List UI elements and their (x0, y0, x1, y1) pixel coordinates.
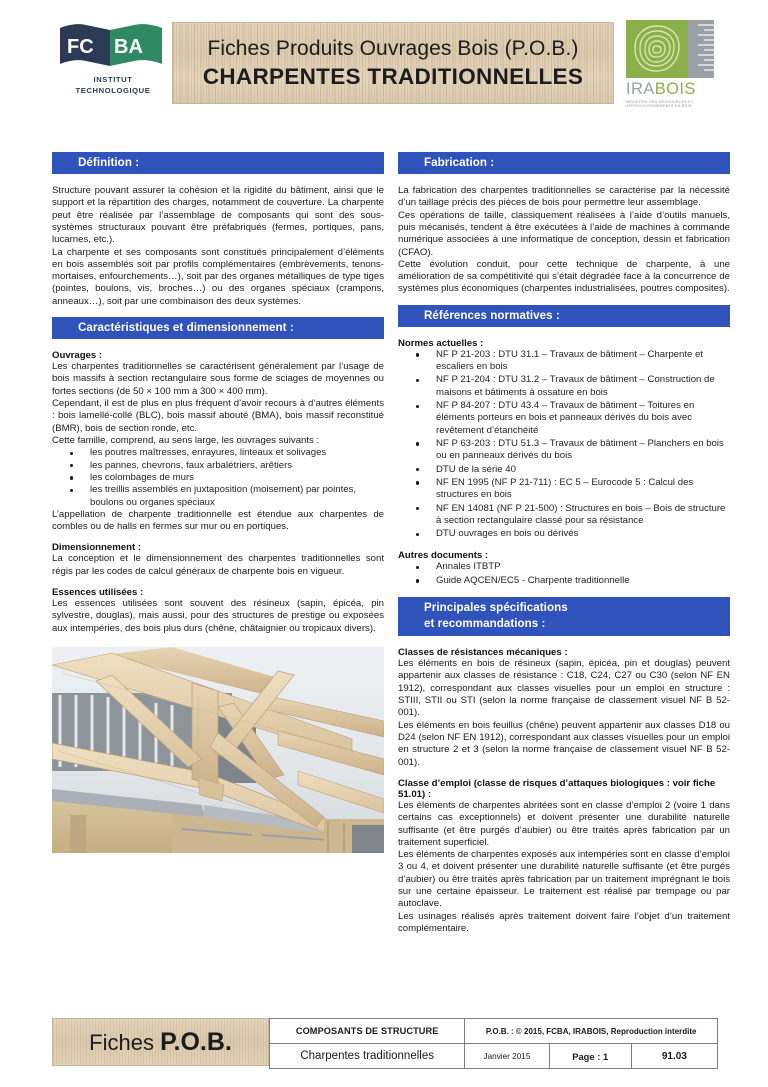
irabois-tree-rings-icon (626, 20, 714, 78)
footer-brand-plate (52, 1018, 269, 1066)
specifications-heading-line1: Principales spécifications (424, 601, 568, 615)
spacer (52, 308, 384, 317)
ouvrages-paragraph-3: Cette famille, comprend, au sens large, les ouvrages suivants : (52, 434, 320, 446)
footer-brand-text (89, 1028, 232, 1057)
ouvrages-paragraph-1: Les charpentes traditionnelles se caractérisent généralement par l’usage de bois massifs à section rectangulaire sous forme de sciages de moyennes ou fortes sections (de 50 × 100 mm à 300 × 400 mm). (52, 361, 384, 397)
footer-brand-prefix: Fiches (89, 1029, 161, 1055)
list-item: NF EN 1995 (NF P 21-711) : EC 5 – Eurocode 5 : Calcul des structures en bois (398, 477, 730, 502)
section-header-definition: Définition : (52, 152, 384, 174)
essences-label: Essences utilisées : (52, 587, 144, 599)
classes-resistances-label: Classes de résistances mécaniques : (398, 647, 568, 659)
spacer (398, 769, 730, 778)
irabois-word-part2: BOIS (654, 80, 696, 98)
list-item: NF P 21-203 : DTU 31.1 – Travaux de bâtiment – Charpente et escaliers en bois (398, 349, 730, 374)
definition-paragraph-2: La charpente et ses composants sont constitués principalement d’éléments en bois assemblés soit par profils complémentaires (embrèvements, tenons-mortaises, enfourchements…), soit par des organes métalliques de type tiges (pointes, boulons, vis, broches…) ou des organes spéciaux (crampons, anneaux…), soit par une combinaison des deux systèmes. (52, 246, 384, 307)
fcba-subtitle-line1: INSTITUT (93, 75, 133, 84)
footer-table (269, 1018, 718, 1069)
ouvrages-paragraph-4: L’appellation de charpente traditionnelle est étendue aux charpentes de combles ou de halls en fermes sur mur ou en portiques. (52, 508, 384, 533)
specifications-heading-line2: et recommandations : (424, 617, 546, 631)
footer-cell-copyright: P.O.B. : © 2015, FCBA, IRABOIS, Reproduction interdite (465, 1019, 718, 1044)
fabrication-paragraph-3: Cette évolution conduit, pour cette technique de charpente, à une amélioration de sa compétitivité qui s’était dégradée face à la concurrence de systèmes plus économiques (charpentes industrialisées, poutres composites). (398, 258, 730, 295)
irabois-logo (626, 20, 718, 108)
list-item: NF P 63-203 : DTU 51.3 – Travaux de bâtiment – Planchers en bois ou en panneaux dérivés du bois (398, 438, 730, 463)
page-header (0, 0, 768, 120)
svg-text:FC: FC (67, 36, 94, 58)
fcba-subtitle-line2: TECHNOLOGIQUE (75, 86, 151, 95)
list-item: les poutres maîtresses, enrayures, linteaux et solivages (52, 447, 384, 459)
left-column (52, 152, 384, 853)
list-item: Annales ITBTP (398, 561, 730, 573)
definition-paragraph-1: Structure pouvant assurer la cohésion et la rigidité du bâtiment, ainsi que le support et la répartition des charges, notamment de couverture. La charpente peut être réalisée par l’assemblage de composants qui sont des sous-systèmes structuraux pouvant être préfabriqués (fermes, portiques, pans, lucarnes, etc.). (52, 184, 384, 246)
classe-emploi-label: Classe d’emploi (classe de risques d’attaques biologiques : voir fiche 51.01) : (398, 777, 716, 800)
section-header-references: Références normatives : (398, 305, 730, 327)
section-header-specifications (398, 597, 730, 636)
list-item: NF EN 14081 (NF P 21-500) : Structures en bois – Bois de structure à section rectangulaire classé pour sa résistance (398, 503, 730, 528)
autres-documents-label: Autres documents : (398, 550, 489, 562)
footer-cell-date: Janvier 2015 (465, 1044, 549, 1069)
spacer (398, 296, 730, 305)
list-item: DTU ouvrages en bois ou dérivés (398, 528, 730, 540)
normes-list (398, 349, 730, 541)
fcba-subtitle (56, 74, 170, 96)
essences-text: Les essences utilisées sont souvent des résineux (sapin, épicéa, pin sylvestre, douglas), mais aussi, pour des structures de prestige ou exposées aux intempéries, des bois plus durs (chêne, châtaignier ou tropicaux divers). (52, 598, 384, 634)
page-title-secondary: CHARPENTES TRADITIONNELLES (202, 63, 584, 89)
emploi-paragraph-2: Les éléments de charpentes exposés aux intempéries sont en classe d’emploi 3 ou 4, et doivent présenter une durabilité naturelle suffisante (et être purgés d’aubier) ou être traités après fabrication par un traitement imprégnant le bois sur une certaine épaisseur. Le traitement est réalisé par trempage ou par autoclave. (398, 849, 730, 910)
list-item: Guide AQCEN/EC5 - Charpente traditionnelle (398, 575, 730, 587)
right-column (398, 152, 730, 935)
ouvrages-list (52, 447, 384, 509)
table-row (270, 1044, 718, 1069)
classes-paragraph-1: Les éléments en bois de résineux (sapin, épicéa, pin et douglas) peuvent appartenir aux classes de résistance : C18, C24, C27 ou C30 (selon NF EN 1912), correspondant aux classes visuelles pour un emploi en structure : STIII, STII ou STI (selon la norme française de classement visuel NF B 52-001). (398, 658, 730, 719)
irabois-wordmark (626, 81, 718, 98)
list-item: les treillis assemblés en juxtaposition (moisement) par pointes, boulons ou organes spéciaux (52, 484, 384, 509)
spacer (398, 541, 730, 550)
emploi-paragraph-1: Les éléments de charpentes abritées sont en classe d’emploi 2 (voire 1 dans certains cas exceptionnels) et doivent présenter une durabilité naturelle suffisante (et être purgés d’aubier) ou être traités après fabrication par un traitement superficiel. (398, 799, 730, 848)
title-plate (172, 22, 614, 104)
spacer (52, 533, 384, 542)
page-title-primary: Fiches Produits Ouvrages Bois (P.O.B.) (207, 36, 579, 60)
table-row (270, 1019, 718, 1044)
fabrication-paragraph-1: La fabrication des charpentes traditionnelles se caractérise par la nécessité d’un taillage précis des pièces de bois pour permettre leur assemblage. (398, 184, 730, 209)
page-footer (52, 1018, 718, 1066)
footer-cell-reference: 91.03 (631, 1044, 717, 1069)
section-header-fabrication: Fabrication : (398, 152, 730, 174)
irabois-tagline: INDUSTRIE DES RESSOURCES ET APPROVISIONNEMENTS EN BOIS (626, 99, 694, 108)
fcba-logo (56, 22, 170, 96)
normes-label: Normes actuelles : (398, 337, 484, 349)
autres-documents-list (398, 561, 730, 587)
classes-paragraph-2: Les éléments en bois feuillus (chêne) peuvent appartenir aux classes D18 ou D24 (selon NF EN 1912), correspondant aux classes visuelles pour un emploi en structure 2 et 3 (selon la norme française de classement visuel NF B 52-001). (398, 719, 730, 768)
list-item: DTU de la série 40 (398, 464, 730, 476)
irabois-word-part1: IRA (626, 80, 655, 98)
dimensionnement-text: La conception et le dimensionnement des charpentes traditionnelles sont régis par les codes de calcul généraux de charpente bois en vigueur. (52, 553, 384, 577)
spacer (398, 588, 730, 597)
footer-cell-page: Page : 1 (549, 1044, 631, 1069)
svg-text:BA: BA (114, 36, 143, 58)
dimensionnement-label: Dimensionnement : (52, 542, 142, 554)
charpente-photo (52, 647, 384, 853)
ouvrages-paragraph-2: Cependant, il est de plus en plus fréquent d’avoir recours à d’autres éléments : bois lamellé-collé (BLC), bois massif abouté (BMA), bois massif reconstitué (BMR), bois de section ronde, etc. (52, 398, 384, 434)
list-item: NF P 84-207 : DTU 43.4 – Travaux de bâtiment – Toitures en éléments porteurs en bois et panneaux dérivés du bois avec revêtement d’étanchéité (398, 400, 730, 437)
list-item: les pannes, chevrons, faux arbalétriers, arêtiers (52, 460, 384, 472)
list-item: NF P 21-204 : DTU 31.2 – Travaux de bâtiment – Construction de maisons et bâtiments à ossature en bois (398, 374, 730, 399)
section-header-caracteristiques: Caractéristiques et dimensionnement : (52, 317, 384, 339)
emploi-paragraph-3: Les usinages réalisés après traitement doivent faire l’objet d’un traitement complémentaire. (398, 910, 730, 934)
fcba-flag-icon (58, 22, 168, 68)
footer-cell-title: COMPOSANTS DE STRUCTURE (270, 1019, 465, 1044)
spacer (52, 578, 384, 587)
fabrication-paragraph-2: Ces opérations de taille, classiquement réalisées à l’aide d’outils manuels, puis mécanisés, tendent à être exécutées à l’aide de machines à commande numérique associées à une informatique de conception, dessin et fabrication (CFAO). (398, 209, 730, 258)
ouvrages-label: Ouvrages : (52, 350, 103, 362)
footer-brand-bold: P.O.B. (160, 1027, 232, 1056)
footer-cell-subtitle: Charpentes traditionnelles (270, 1044, 465, 1069)
list-item: les colombages de murs (52, 472, 384, 484)
